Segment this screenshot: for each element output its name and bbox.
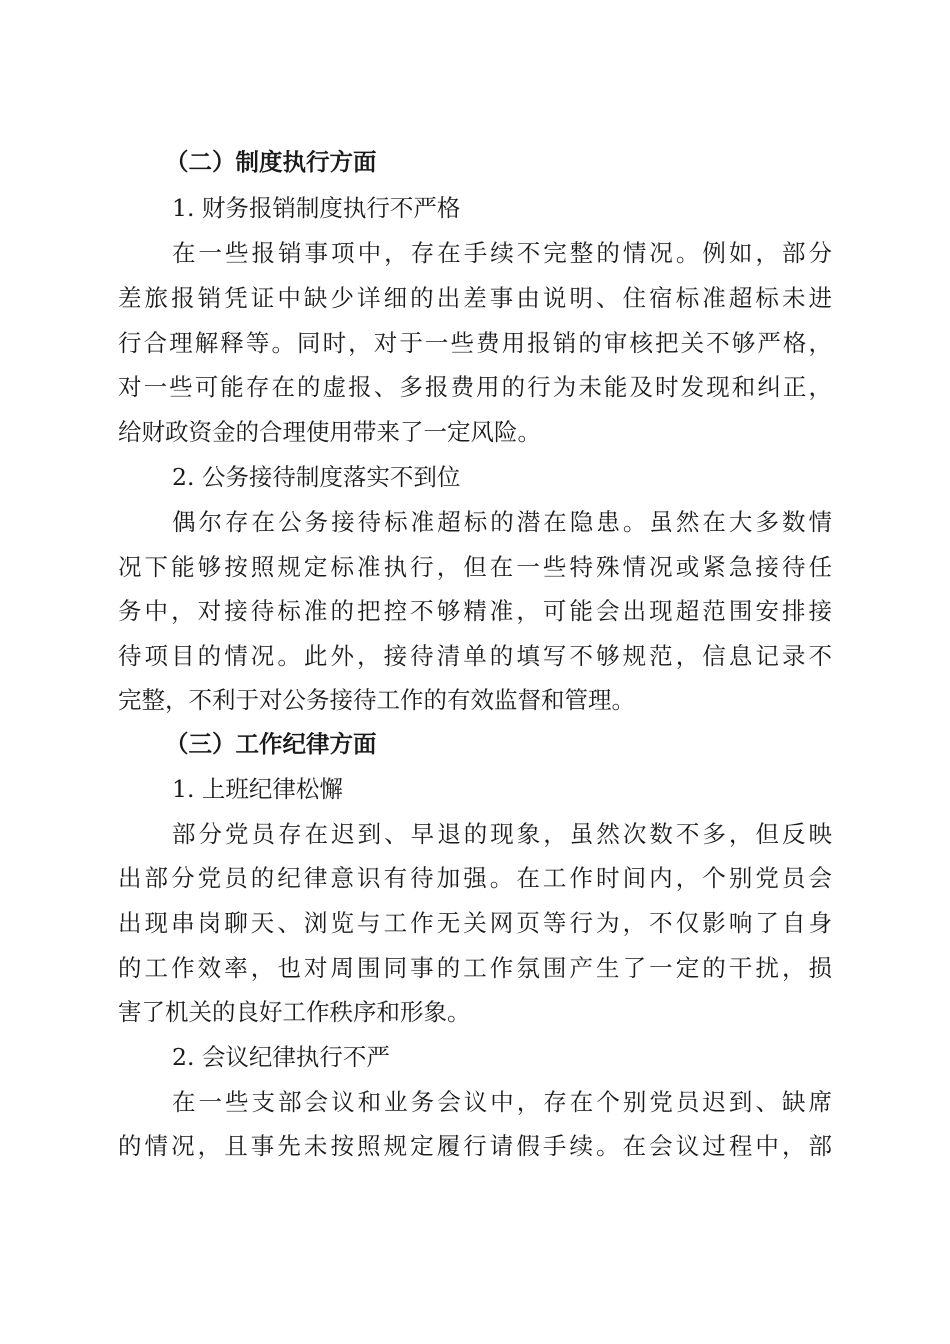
paragraph-line: 待项目的情况。此外，接待清单的填写不够规范，信息记录不	[118, 642, 832, 670]
paragraph-line: 在一些支部会议和业务会议中，存在个别党员迟到、缺席	[172, 1088, 832, 1116]
paragraph-line: 出部分党员的纪律意识有待加强。在工作时间内，个别党员会	[118, 864, 832, 892]
paragraph-line: 害了机关的良好工作秩序和形象。	[118, 998, 471, 1026]
paragraph-line: 出现串岗聊天、浏览与工作无关网页等行为，不仅影响了自身	[118, 909, 832, 937]
paragraph-line: 偶尔存在公务接待标准超标的潜在隐患。虽然在大多数情	[172, 508, 832, 536]
paragraph-line: 的工作效率，也对周围同事的工作氛围产生了一定的干扰，损	[118, 954, 832, 982]
paragraph-line: 对一些可能存在的虚报、多报费用的行为未能及时发现和纠正，	[118, 373, 832, 401]
item-title: 1. 财务报销制度执行不严格	[172, 194, 461, 222]
paragraph-line: 部分党员存在迟到、早退的现象，虽然次数不多，但反映	[172, 820, 832, 848]
paragraph-line: 的情况，且事先未按照规定履行请假手续。在会议过程中，部	[118, 1132, 832, 1160]
section-heading-2: （二）制度执行方面	[165, 148, 377, 176]
paragraph-line: 给财政资金的合理使用带来了一定风险。	[118, 418, 541, 446]
item-title: 2. 公务接待制度落实不到位	[172, 463, 461, 491]
item-title: 1. 上班纪律松懈	[172, 775, 343, 803]
paragraph-line: 差旅报销凭证中缺少详细的出差事由说明、住宿标准超标未进	[118, 284, 832, 312]
item-title: 2. 会议纪律执行不严	[172, 1043, 390, 1071]
paragraph-line: 务中，对接待标准的把控不够精准，可能会出现超范围安排接	[118, 597, 832, 625]
paragraph-line: 况下能够按照规定标准执行，但在一些特殊情况或紧急接待任	[118, 553, 832, 581]
paragraph-line: 完整，不利于对公务接待工作的有效监督和管理。	[118, 686, 635, 714]
paragraph-line: 行合理解释等。同时，对于一些费用报销的审核把关不够严格，	[118, 329, 832, 357]
paragraph-line: 在一些报销事项中，存在手续不完整的情况。例如，部分	[172, 239, 832, 267]
section-heading-3: （三）工作纪律方面	[165, 730, 377, 758]
